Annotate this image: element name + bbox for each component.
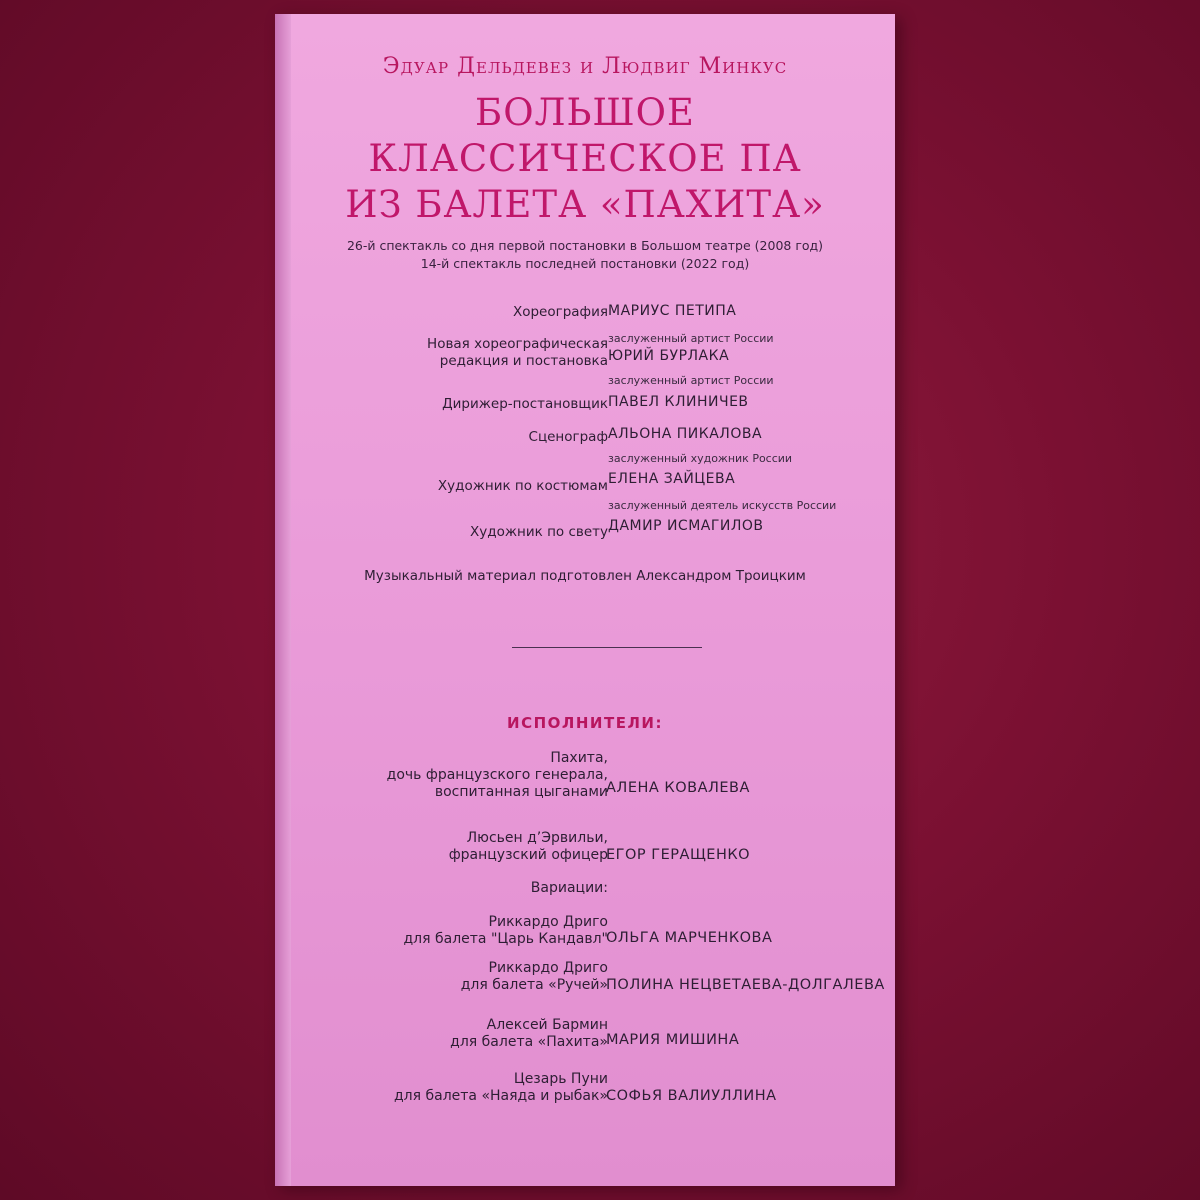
- cast-role-variation-4-composer: Цезарь Пуни: [513, 1071, 608, 1087]
- cast-role-paquita-3: воспитанная цыганами: [434, 784, 608, 800]
- cast-role-lucien-2: французский офицер: [448, 847, 608, 863]
- cast-name-lucien: ЕГОР ГЕРАЩЕНКО: [606, 847, 751, 863]
- credit-title-lighting: заслуженный деятель искусств России: [608, 499, 837, 512]
- cast-role-variation-2-ballet: для балета «Ручей»: [460, 977, 608, 993]
- credit-title-new-edition: заслуженный артист России: [608, 332, 774, 345]
- credit-role-new-edition-2: редакция и постановка: [439, 353, 608, 369]
- credit-title-costumes: заслуженный художник России: [608, 452, 793, 465]
- cast-role-variation-1-ballet: для балета "Царь Кандавл": [403, 931, 608, 947]
- cast-role-variation-2-composer: Риккардо Дриго: [488, 960, 608, 976]
- cast-name-variation-3: МАРИЯ МИШИНА: [606, 1032, 740, 1048]
- credit-title-conductor: заслуженный артист России: [608, 374, 774, 387]
- performance-note-2: 14-й спектакль последней постановки (2022 год): [420, 256, 750, 271]
- cast-variations-label: Вариации:: [530, 880, 608, 896]
- divider: [512, 647, 702, 648]
- credit-role-lighting: Художник по свету: [470, 524, 608, 540]
- cast-role-lucien-1: Люсьен д’Эрвильи,: [466, 830, 608, 846]
- credit-role-conductor: Дирижер-постановщик: [442, 396, 608, 412]
- cast-role-paquita-2: дочь французского генерала,: [386, 767, 608, 783]
- credit-name-lighting: ДАМИР ИСМАГИЛОВ: [608, 518, 764, 534]
- cast-role-paquita-1: Пахита,: [550, 750, 608, 766]
- performance-note-1: 26-й спектакль со дня первой постановки в Большом театре (2008 год): [346, 238, 824, 253]
- title-line-2: КЛАССИЧЕСКОЕ ПА: [368, 137, 802, 180]
- credit-role-choreography: Хореография: [512, 304, 608, 320]
- composers: Эдуар Дельдевез и Людвиг Минкус: [382, 54, 788, 79]
- credit-name-set-designer: АЛЬОНА ПИКАЛОВА: [608, 426, 763, 442]
- credit-name-choreography: МАРИУС ПЕТИПА: [608, 303, 737, 319]
- music-note: Музыкальный материал подготовлен Александром Троицким: [364, 568, 806, 584]
- cast-role-variation-3-ballet: для балета «Пахита»: [450, 1034, 608, 1050]
- credit-name-costumes: ЕЛЕНА ЗАЙЦЕВА: [608, 471, 736, 487]
- credit-role-new-edition-1: Новая хореографическая: [427, 336, 608, 352]
- cast-role-variation-1-composer: Риккардо Дриго: [488, 914, 608, 930]
- credit-role-set-designer: Сценограф: [528, 429, 608, 445]
- credit-role-costumes: Художник по костюмам: [437, 478, 608, 494]
- cast-name-variation-4: СОФЬЯ ВАЛИУЛЛИНА: [606, 1088, 777, 1104]
- cast-name-variation-2: ПОЛИНА НЕЦВЕТАЕВА-ДОЛГАЛЕВА: [606, 977, 885, 993]
- cast-name-variation-1: ОЛЬГА МАРЧЕНКОВА: [606, 930, 773, 946]
- credit-name-conductor: ПАВЕЛ КЛИНИЧЕВ: [608, 394, 749, 410]
- program-booklet: [275, 14, 895, 1186]
- cast-role-variation-3-composer: Алексей Бармин: [486, 1017, 608, 1033]
- performers-heading: ИСПОЛНИТЕЛИ:: [507, 714, 663, 732]
- cast-role-variation-4-ballet: для балета «Наяда и рыбак»: [394, 1088, 608, 1104]
- title-line-1: БОЛЬШОЕ: [475, 91, 695, 134]
- credit-name-new-edition: ЮРИЙ БУРЛАКА: [608, 348, 730, 364]
- cast-name-paquita: АЛЕНА КОВАЛЕВА: [606, 780, 750, 796]
- title-line-3: ИЗ БАЛЕТА «ПАХИТА»: [345, 183, 825, 226]
